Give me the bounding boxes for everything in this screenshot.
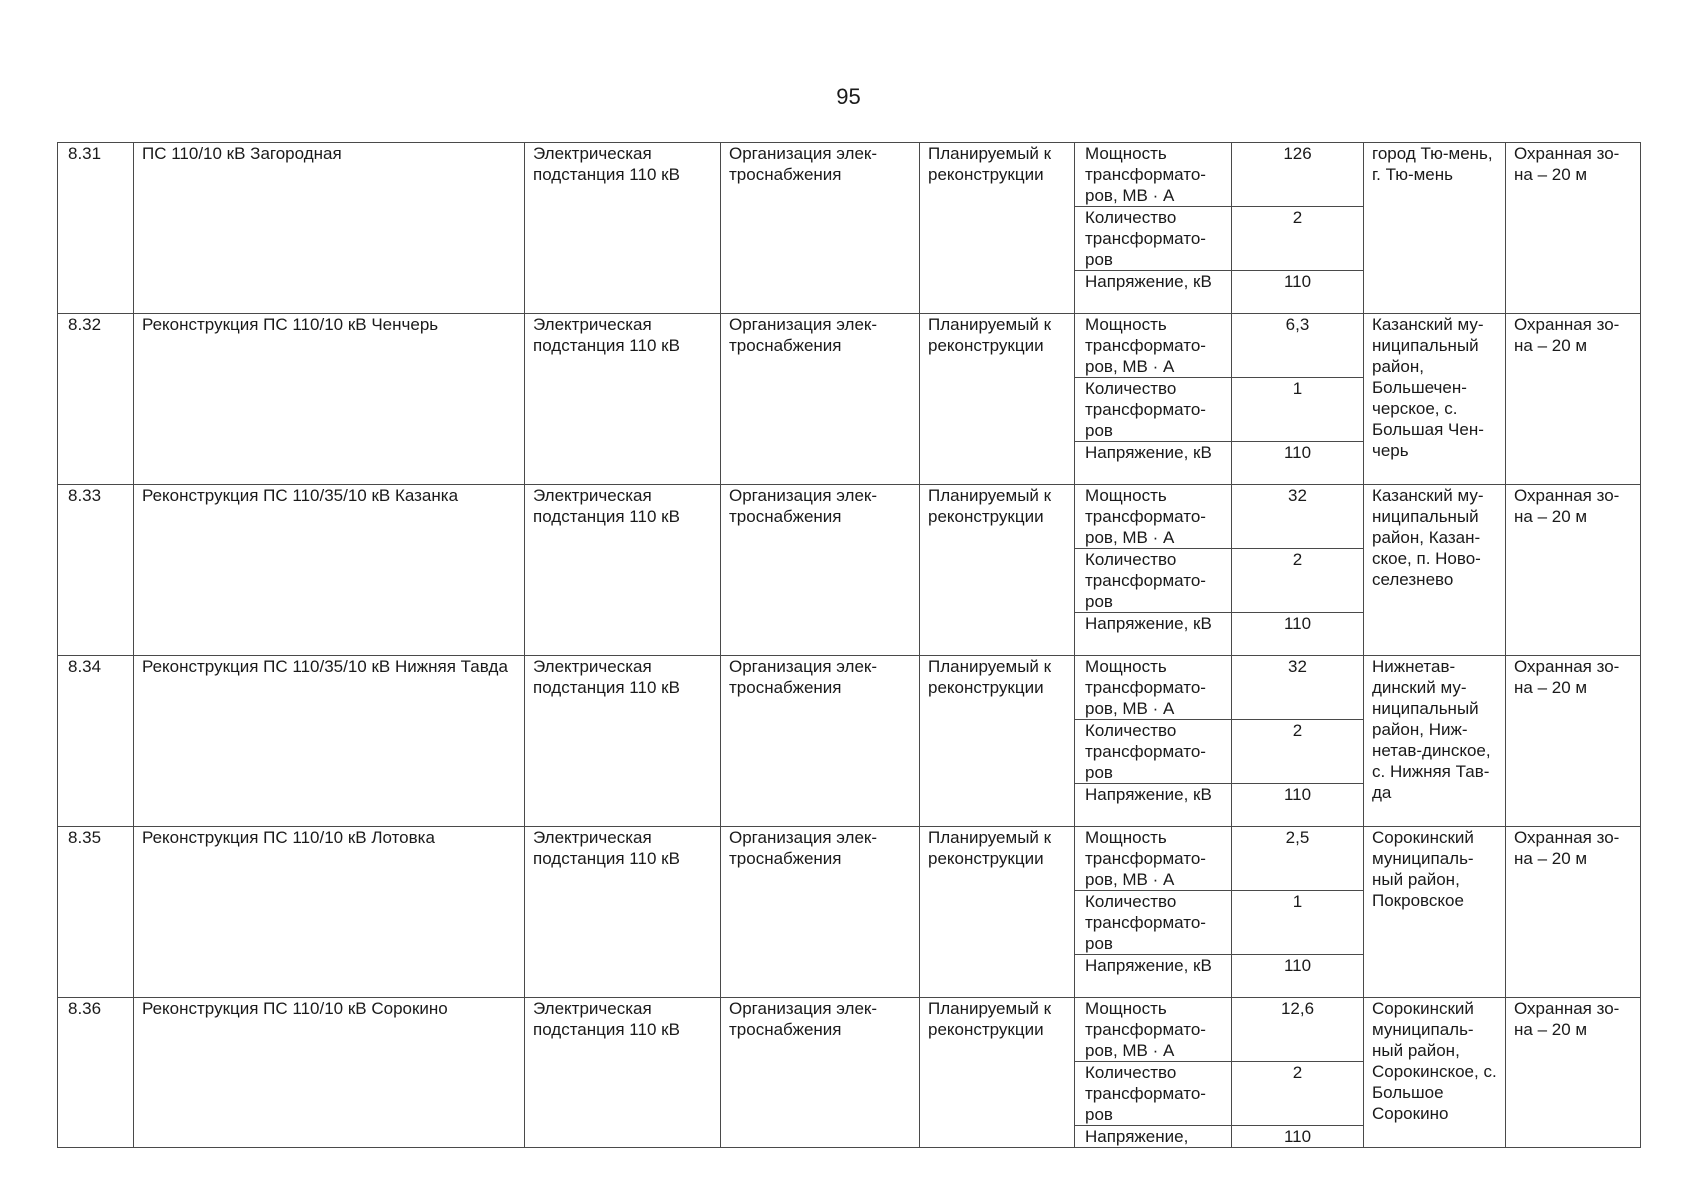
characteristic-name: Мощность трансформато-ров, МВ · А — [1075, 314, 1232, 378]
object-name: ПС 110/10 кВ Загородная — [134, 143, 525, 314]
characteristic-name: Количество трансформато-ров — [1075, 720, 1232, 784]
characteristic-value: 2 — [1232, 1062, 1364, 1126]
characteristic-name: Мощность трансформато-ров, МВ · А — [1075, 485, 1232, 549]
row-number: 8.31 — [58, 143, 134, 314]
object-name: Реконструкция ПС 110/10 кВ Ченчерь — [134, 314, 525, 485]
characteristic-name: Количество трансформато-ров — [1075, 1062, 1232, 1126]
characteristic-name: Количество трансформато-ров — [1075, 891, 1232, 955]
object-location: город Тю-мень, г. Тю-мень — [1364, 143, 1506, 314]
protection-zone: Охранная зо-на – 20 м — [1506, 656, 1641, 827]
characteristic-name: Напряжение, кВ — [1075, 784, 1232, 827]
characteristic-value: 12,6 — [1232, 998, 1364, 1062]
object-name: Реконструкция ПС 110/10 кВ Сорокино — [134, 998, 525, 1148]
characteristic-value: 110 — [1232, 613, 1364, 656]
row-number: 8.36 — [58, 998, 134, 1148]
object-purpose: Организация элек-троснабжения — [721, 314, 920, 485]
protection-zone: Охранная зо-на – 20 м — [1506, 143, 1641, 314]
object-name: Реконструкция ПС 110/10 кВ Лотовка — [134, 827, 525, 998]
page-number: 95 — [836, 84, 861, 109]
characteristic-name: Напряжение, кВ — [1075, 613, 1232, 656]
table-row — [58, 143, 1641, 207]
object-type: Электрическая подстанция 110 кВ — [525, 656, 721, 827]
object-location: Казанский му-ниципальный район, Большечен-черское, с. Большая Чен-черь — [1364, 314, 1506, 485]
characteristic-name: Мощность трансформато-ров, МВ · А — [1075, 143, 1232, 207]
characteristic-value: 2,5 — [1232, 827, 1364, 891]
characteristic-value: 110 — [1232, 271, 1364, 314]
object-type: Электрическая подстанция 110 кВ — [525, 314, 721, 485]
table-row — [58, 827, 1641, 891]
object-name: Реконструкция ПС 110/35/10 кВ Нижняя Тавда — [134, 656, 525, 827]
object-name: Реконструкция ПС 110/35/10 кВ Казанка — [134, 485, 525, 656]
characteristic-value: 2 — [1232, 207, 1364, 271]
characteristic-value: 110 — [1232, 784, 1364, 827]
object-location: Сорокинский муниципаль-ный район, Сорокинское, с. Большое Сорокино — [1364, 998, 1506, 1148]
object-type: Электрическая подстанция 110 кВ — [525, 485, 721, 656]
row-number: 8.34 — [58, 656, 134, 827]
table-row — [58, 656, 1641, 720]
characteristic-name: Напряжение, — [1075, 1126, 1232, 1148]
characteristic-value: 6,3 — [1232, 314, 1364, 378]
protection-zone: Охранная зо-на – 20 м — [1506, 998, 1641, 1148]
object-status: Планируемый к реконструкции — [920, 656, 1075, 827]
object-location: Сорокинский муниципаль-ный район, Покровское — [1364, 827, 1506, 998]
row-number: 8.32 — [58, 314, 134, 485]
object-purpose: Организация элек-троснабжения — [721, 143, 920, 314]
object-status: Планируемый к реконструкции — [920, 827, 1075, 998]
row-number: 8.33 — [58, 485, 134, 656]
protection-zone: Охранная зо-на – 20 м — [1506, 485, 1641, 656]
object-status: Планируемый к реконструкции — [920, 485, 1075, 656]
object-purpose: Организация элек-троснабжения — [721, 485, 920, 656]
object-purpose: Организация элек-троснабжения — [721, 827, 920, 998]
characteristic-value: 2 — [1232, 549, 1364, 613]
characteristic-value: 110 — [1232, 1126, 1364, 1148]
characteristic-name: Напряжение, кВ — [1075, 955, 1232, 998]
protection-zone: Охранная зо-на – 20 м — [1506, 314, 1641, 485]
characteristic-value: 2 — [1232, 720, 1364, 784]
characteristic-name: Напряжение, кВ — [1075, 271, 1232, 314]
table-row — [58, 998, 1641, 1062]
table-body — [58, 143, 1641, 1148]
object-location: Нижнетав-динский му-ниципальный район, Ниж-нетав-динское, с. Нижняя Тав-да — [1364, 656, 1506, 827]
characteristic-name: Мощность трансформато-ров, МВ · А — [1075, 656, 1232, 720]
object-type: Электрическая подстанция 110 кВ — [525, 143, 721, 314]
characteristic-name: Количество трансформато-ров — [1075, 207, 1232, 271]
protection-zone: Охранная зо-на – 20 м — [1506, 827, 1641, 998]
object-purpose: Организация элек-троснабжения — [721, 998, 920, 1148]
characteristic-name: Напряжение, кВ — [1075, 442, 1232, 485]
characteristic-value: 126 — [1232, 143, 1364, 207]
characteristic-value: 1 — [1232, 378, 1364, 442]
object-purpose: Организация элек-троснабжения — [721, 656, 920, 827]
characteristic-value: 32 — [1232, 485, 1364, 549]
characteristic-value: 110 — [1232, 442, 1364, 485]
object-status: Планируемый к реконструкции — [920, 143, 1075, 314]
characteristic-value: 1 — [1232, 891, 1364, 955]
characteristic-value: 32 — [1232, 656, 1364, 720]
object-type: Электрическая подстанция 110 кВ — [525, 827, 721, 998]
table-row — [58, 485, 1641, 549]
characteristic-name: Количество трансформато-ров — [1075, 549, 1232, 613]
characteristic-name: Мощность трансформато-ров, МВ · А — [1075, 998, 1232, 1062]
row-number: 8.35 — [58, 827, 134, 998]
object-status: Планируемый к реконструкции — [920, 998, 1075, 1148]
characteristic-name: Мощность трансформато-ров, МВ · А — [1075, 827, 1232, 891]
table-row — [58, 314, 1641, 378]
object-type: Электрическая подстанция 110 кВ — [525, 998, 721, 1148]
object-status: Планируемый к реконструкции — [920, 314, 1075, 485]
characteristic-name: Количество трансформато-ров — [1075, 378, 1232, 442]
object-location: Казанский му-ниципальный район, Казан-ское, п. Ново-селезнево — [1364, 485, 1506, 656]
characteristic-value: 110 — [1232, 955, 1364, 998]
objects-table — [57, 142, 1641, 1148]
